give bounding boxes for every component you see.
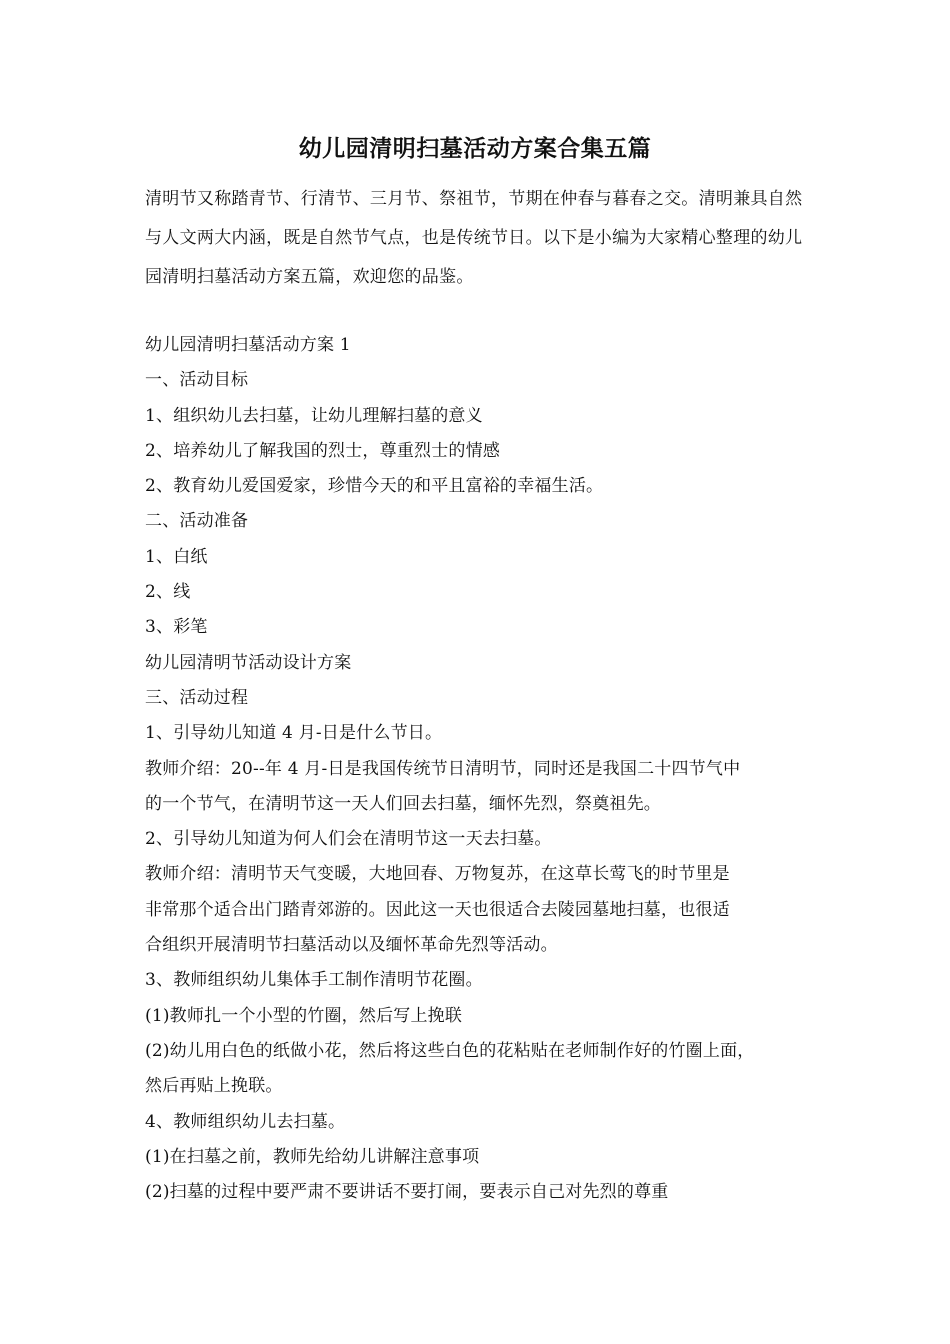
- sub-step: (1)在扫墓之前，教师先给幼儿讲解注意事项: [145, 1146, 480, 1167]
- sub-step: (2)幼儿用白色的纸做小花，然后将这些白色的花粘贴在老师制作好的竹圈上面，: [145, 1040, 755, 1061]
- text-line: 的一个节气，在清明节这一天人们回去扫墓，缅怀先烈，祭奠祖先。: [145, 793, 661, 814]
- process-step: 3、教师组织幼儿集体手工制作清明节花圈。: [145, 970, 483, 991]
- goal-item: 2、培养幼儿了解我国的烈士，尊重烈士的情感: [145, 440, 501, 461]
- process-step: 4、教师组织幼儿去扫墓。: [145, 1111, 346, 1132]
- text-line: 教师介绍：清明节天气变暖，大地回春、万物复苏，在这草长莺飞的时节里是: [145, 864, 730, 885]
- process-step: 2、引导幼儿知道为何人们会在清明节这一天去扫墓。: [145, 829, 552, 850]
- text-line: 教师介绍：20--年 4 月-日是我国传统节日清明节，同时还是我国二十四节气中: [145, 758, 741, 779]
- preparation-item: 1、白纸: [145, 546, 208, 567]
- document-body: [145, 328, 825, 1210]
- goal-item: 1、组织幼儿去扫墓，让幼儿理解扫墓的意义: [145, 405, 483, 426]
- heading-activity-preparation: 二、活动准备: [145, 511, 249, 532]
- document-title: 幼儿园清明扫墓活动方案合集五篇: [298, 136, 652, 162]
- heading-activity-goals: 一、活动目标: [145, 370, 249, 391]
- text-line: 然后再贴上挽联。: [145, 1076, 283, 1097]
- sub-step: (1)教师扎一个小型的竹圈，然后写上挽联: [145, 1005, 463, 1026]
- text-line: 非常那个适合出门踏青郊游的。因此这一天也很适合去陵园墓地扫墓，也很适: [145, 899, 730, 920]
- sub-step: (2)扫墓的过程中要严肃不要讲话不要打闹，要表示自己对先烈的尊重: [145, 1182, 669, 1203]
- goal-item: 2、教育幼儿爱国爱家，珍惜今天的和平且富裕的幸福生活。: [145, 476, 604, 497]
- text-line: 合组织开展清明节扫墓活动以及缅怀革命先烈等活动。: [145, 935, 558, 956]
- preparation-item: 2、线: [145, 582, 191, 603]
- intro-paragraph: 清明节又称踏青节、行清节、三月节、祭祖节，节期在仲春与暮春之交。清明兼具自然与人文两大内涵，既是自然节气点，也是传统节日。以下是小编为大家精心整理的幼儿园清明扫墓活动方案五篇，欢迎您的品鉴。: [145, 189, 803, 287]
- subheading-design-plan: 幼儿园清明节活动设计方案: [145, 652, 352, 673]
- preparation-item: 3、彩笔: [145, 617, 208, 638]
- section-heading-plan-1: 幼儿园清明扫墓活动方案 1: [145, 335, 351, 355]
- heading-activity-process: 三、活动过程: [145, 687, 249, 708]
- process-step: 1、引导幼儿知道 4 月-日是什么节日。: [145, 723, 443, 744]
